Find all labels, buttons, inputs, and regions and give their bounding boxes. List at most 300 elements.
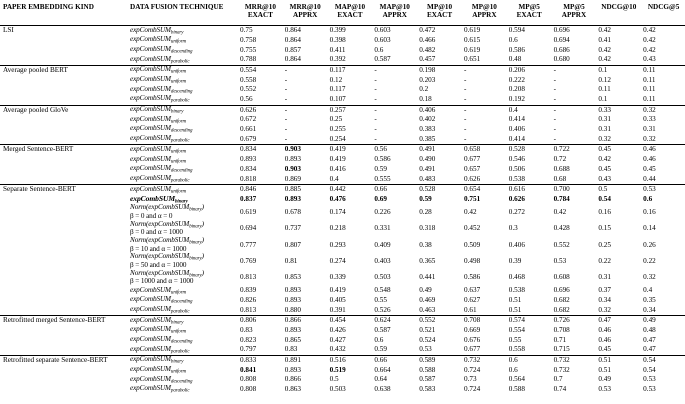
embedding-kind-cell xyxy=(0,45,127,55)
metric-value-cell: 0.808 xyxy=(240,385,257,394)
metric-value-cell: 0.25 xyxy=(598,240,611,249)
metric-value-cell: 0.4 xyxy=(329,174,339,183)
metric-value-cell: 0.174 xyxy=(329,207,346,216)
table-row xyxy=(0,253,685,269)
metric-value-cell: 0.797 xyxy=(240,345,257,354)
metric-value-cell: 0.677 xyxy=(463,345,481,354)
metric-value-cell: 0.32 xyxy=(640,105,685,115)
table-row xyxy=(0,204,685,220)
header-cell: MRR@10 EXACT xyxy=(244,3,276,20)
technique-name: expCombSUM xyxy=(130,365,171,374)
metric-value-cell: - xyxy=(371,65,416,75)
metric-value-cell: 0.696 xyxy=(553,286,570,295)
metric-value-cell: 0.46 xyxy=(598,325,611,334)
metric-value-cell: 0.841 xyxy=(240,365,257,374)
metric-value-cell: 0.682 xyxy=(553,305,570,314)
metric-value-cell: 0.627 xyxy=(463,295,481,304)
embedding-kind-cell: LSI xyxy=(3,26,14,35)
fusion-technique-cell xyxy=(127,55,237,65)
metric-value-cell: 0.33 xyxy=(595,105,640,115)
metric-value-cell: 0.552 xyxy=(416,316,461,326)
metric-value-cell: 0.833 xyxy=(237,355,282,365)
metric-value-cell: 0.554 xyxy=(237,65,282,75)
metric-value-cell: 0.72 xyxy=(553,155,567,164)
fusion-technique-cell xyxy=(127,335,237,345)
metric-value-cell: 0.53 xyxy=(553,256,567,265)
metric-value-cell: 0.548 xyxy=(374,286,391,295)
technique-subscript: uniform xyxy=(170,159,187,165)
metric-value-cell: 0.42 xyxy=(598,55,611,64)
metric-value-cell: 0.406 xyxy=(508,240,525,249)
table-row xyxy=(0,355,685,365)
fusion-technique-cell xyxy=(127,26,237,36)
metric-value-cell: 0.524 xyxy=(419,335,436,344)
metric-value-cell: - xyxy=(463,125,467,134)
metric-value-cell: 0.516 xyxy=(327,355,372,365)
metric-value-cell: 0.903 xyxy=(282,145,327,155)
metric-value-cell: 0.49 xyxy=(640,316,685,326)
fusion-technique-cell xyxy=(127,316,237,326)
fusion-technique-cell xyxy=(127,385,237,395)
metric-value-cell: 0.853 xyxy=(284,273,301,282)
metric-value-cell: 0.42 xyxy=(553,207,567,216)
metric-value-cell: 0.528 xyxy=(416,185,461,195)
metric-value-cell: 0.758 xyxy=(240,35,257,44)
metric-value-cell: 0.441 xyxy=(419,273,436,282)
metric-value-cell: 0.73 xyxy=(463,375,477,384)
metric-value-cell: 0.42 xyxy=(643,45,656,54)
metric-value-cell: 0.59 xyxy=(374,164,387,173)
embedding-kind-cell xyxy=(0,335,127,345)
metric-value-cell: 0.331 xyxy=(374,224,391,233)
metric-value-cell: 0.777 xyxy=(240,240,257,249)
table-row xyxy=(0,296,685,306)
metric-value-cell: 0.654 xyxy=(461,185,506,195)
metric-value-cell: 0.839 xyxy=(240,286,257,295)
metric-value-cell: 0.864 xyxy=(284,55,301,64)
metric-value-cell: 0.7 xyxy=(553,375,563,384)
technique-name: expCombSUM xyxy=(130,65,171,74)
table-row xyxy=(0,365,685,375)
metric-value-cell: 0.558 xyxy=(508,345,525,354)
technique-name: expCombSUM xyxy=(130,325,171,334)
metric-value-cell: 0.15 xyxy=(598,224,611,233)
metric-value-cell: 0.365 xyxy=(419,256,436,265)
metric-value-cell: 0.6 xyxy=(508,365,518,374)
metric-value-cell: 0.880 xyxy=(284,305,301,314)
metric-value-cell: 0.866 xyxy=(282,316,327,326)
metric-value-cell: 0.442 xyxy=(327,185,372,195)
technique-subscript: descending xyxy=(170,339,193,345)
metric-value-cell: 0.11 xyxy=(598,85,611,94)
metric-value-cell: 0.44 xyxy=(643,174,656,183)
metric-value-cell: 0.47 xyxy=(643,345,656,354)
metric-value-cell: 0.637 xyxy=(463,286,481,295)
header-cell: MRR@10 APPRX xyxy=(289,3,321,20)
fusion-technique-cell xyxy=(127,355,237,365)
technique-subscript: parabolic xyxy=(170,388,190,394)
metric-value-cell: - xyxy=(553,125,556,134)
metric-value-cell: 0.41 xyxy=(598,35,611,44)
metric-value-cell: 0.519 xyxy=(329,365,346,374)
metric-value-cell: 0.826 xyxy=(240,295,257,304)
fusion-technique-cell xyxy=(127,75,237,85)
metric-value-cell: 0.46 xyxy=(640,145,685,155)
metric-value-cell: 0.457 xyxy=(419,55,436,64)
table-row xyxy=(0,105,685,115)
metric-value-cell: 0.546 xyxy=(508,155,525,164)
metric-value-cell: - xyxy=(284,134,288,143)
metric-value-cell: 0.732 xyxy=(551,355,596,365)
metric-value-cell: - xyxy=(461,105,506,115)
metric-value-cell: 0.469 xyxy=(419,295,436,304)
technique-subscript: uniform xyxy=(170,149,187,155)
metric-value-cell: 0.657 xyxy=(463,164,481,173)
metric-value-cell: - xyxy=(371,105,416,115)
metric-value-cell: 0.48 xyxy=(643,325,656,334)
metric-value-cell: 0.586 xyxy=(463,273,481,282)
metric-value-cell: 0.12 xyxy=(329,75,343,84)
technique-name: expCombSUM xyxy=(130,124,171,133)
metric-value-cell: 0.6 xyxy=(506,355,551,365)
technique-name: expCombSUM xyxy=(130,173,171,182)
header-cell: PAPER EMBEDDING KIND xyxy=(3,3,94,11)
metric-value-cell: 0.5 xyxy=(595,185,640,195)
metric-value-cell: 0.64 xyxy=(374,375,387,384)
metric-value-cell: - xyxy=(553,85,556,94)
metric-value-cell: 0.784 xyxy=(553,194,570,203)
metric-value-cell: 0.677 xyxy=(463,155,481,164)
metric-value-cell: 0.564 xyxy=(508,375,525,384)
metric-value-cell: 0.893 xyxy=(284,365,301,374)
header-cell: MP@5 APPRX xyxy=(561,3,587,20)
technique-name: expCombSUM xyxy=(130,184,171,193)
embedding-kind-cell xyxy=(0,345,127,355)
header-cell: NDCG@5 xyxy=(647,3,680,11)
metric-value-cell: 0.37 xyxy=(598,286,611,295)
metric-value-cell: 0.45 xyxy=(598,164,611,173)
technique-name: expCombSUM xyxy=(130,315,171,324)
metric-value-cell: 0.4 xyxy=(643,286,653,295)
metric-value-cell: 0.66 xyxy=(371,355,416,365)
metric-value-cell: 0.586 xyxy=(508,45,525,54)
technique-params: β = 0 and α = 0 xyxy=(130,212,173,221)
technique-name: expCombSUM xyxy=(130,374,171,383)
technique-name: expCombSUM xyxy=(130,84,171,93)
technique-name: Norm(expCombSUM xyxy=(130,236,190,244)
technique-subscript: descending xyxy=(170,49,193,55)
header-cell: MP@5 EXACT xyxy=(516,3,542,20)
technique-name: expCombSUM xyxy=(130,304,171,313)
technique-name: expCombSUM xyxy=(130,355,171,364)
metric-value-cell: 0.318 xyxy=(419,224,436,233)
metric-value-cell: 0.737 xyxy=(284,224,301,233)
metric-value-cell: 0.498 xyxy=(463,256,481,265)
embedding-kind-cell xyxy=(0,195,127,205)
metric-value-cell: 0.32 xyxy=(598,305,611,314)
metric-value-cell: 0.6 xyxy=(643,194,653,203)
metric-value-cell: - xyxy=(374,125,377,134)
metric-value-cell: 0.672 xyxy=(240,115,257,124)
embedding-kind-cell xyxy=(0,155,127,165)
technique-subscript: uniform xyxy=(170,189,187,195)
fusion-technique-cell: Norm(expCombSUM$_{binary}$) β = 1000 and α = 1000 xyxy=(127,270,237,286)
metric-value-cell: 0.700 xyxy=(551,185,596,195)
technique-name: Norm(expCombSUM xyxy=(130,219,190,228)
metric-value-cell: 0.34 xyxy=(643,305,656,314)
technique-name: expCombSUM xyxy=(130,384,171,393)
metric-value-cell: 0.385 xyxy=(419,134,436,143)
metric-value-cell: 0.403 xyxy=(374,256,391,265)
metric-value-cell: 0.615 xyxy=(463,35,481,44)
technique-name: expCombSUM xyxy=(130,44,171,53)
metric-value-cell: 0.490 xyxy=(419,155,436,164)
metric-value-cell: 0.686 xyxy=(553,45,570,54)
metric-value-cell: 0.32 xyxy=(643,273,656,282)
metric-value-cell: - xyxy=(374,85,377,94)
metric-value-cell: 0.864 xyxy=(284,26,301,35)
technique-subscript: binary xyxy=(189,224,202,230)
metric-value-cell: 0.694 xyxy=(553,35,570,44)
metric-value-cell: 0.16 xyxy=(643,207,656,216)
table-row xyxy=(0,55,685,65)
technique-name: Norm(expCombSUM xyxy=(130,203,190,212)
metric-value-cell: 0.54 xyxy=(640,355,685,365)
metric-value-cell: 0.724 xyxy=(463,385,481,394)
fusion-technique-cell xyxy=(127,125,237,135)
metric-value-cell: 0.509 xyxy=(463,240,481,249)
metric-value-cell: - xyxy=(284,85,288,94)
metric-value-cell: 0.48 xyxy=(508,55,522,64)
metric-value-cell: 0.694 xyxy=(240,224,257,233)
metric-value-cell: - xyxy=(463,75,467,84)
metric-value-cell: 0.4 xyxy=(506,105,551,115)
metric-value-cell: 0.42 xyxy=(463,207,477,216)
metric-value-cell: 0.42 xyxy=(598,26,611,35)
fusion-technique-cell xyxy=(127,165,237,175)
technique-subscript: binary xyxy=(175,199,188,205)
header-cell: MAP@10 EXACT xyxy=(334,3,366,20)
metric-value-cell: 0.56 xyxy=(240,95,253,104)
technique-subscript: uniform xyxy=(170,79,187,85)
metric-value-cell: 0.398 xyxy=(329,35,346,44)
metric-value-cell: 0.203 xyxy=(419,75,436,84)
metric-value-cell: 0.33 xyxy=(643,115,656,124)
technique-subscript: descending xyxy=(170,299,193,305)
metric-value-cell: - xyxy=(284,115,288,124)
fusion-technique-cell xyxy=(127,296,237,306)
metric-value-cell: 0.46 xyxy=(598,335,611,344)
metric-value-cell: - xyxy=(463,134,467,143)
metric-value-cell: 0.823 xyxy=(240,335,257,344)
header-row xyxy=(0,0,685,26)
technique-subscript: uniform xyxy=(170,119,187,125)
metric-value-cell: 0.751 xyxy=(463,194,481,203)
embedding-kind-cell xyxy=(0,85,127,95)
metric-value-cell: 0.411 xyxy=(329,45,346,54)
metric-value-cell: 0.769 xyxy=(240,256,257,265)
technique-subscript: parabolic xyxy=(170,178,190,184)
header-cell: MAP@10 APPRX xyxy=(379,3,410,20)
metric-value-cell: 0.503 xyxy=(374,273,391,282)
fusion-technique-cell xyxy=(127,65,237,75)
metric-value-cell: 0.31 xyxy=(598,115,611,124)
metric-value-cell: 0.863 xyxy=(284,385,301,394)
fusion-technique-cell: Norm(expCombSUM$_{binary}$) β = 0 and α = 0 xyxy=(127,204,237,220)
metric-value-cell: 0.254 xyxy=(329,134,346,143)
metric-value-cell: 0.83 xyxy=(284,345,298,354)
metric-value-cell: 0.74 xyxy=(553,385,567,394)
embedding-kind-cell xyxy=(0,125,127,135)
table-row xyxy=(0,185,685,195)
metric-value-cell: - xyxy=(284,75,288,84)
technique-subscript: uniform xyxy=(170,290,187,296)
metric-value-cell: 0.506 xyxy=(508,164,525,173)
technique-name: expCombSUM xyxy=(130,134,171,143)
metric-value-cell: 0.11 xyxy=(640,65,685,75)
metric-value-cell: 0.664 xyxy=(374,365,391,374)
metric-value-cell: 0.813 xyxy=(240,305,257,314)
embedding-kind-cell: Average pooled GloVe xyxy=(0,105,127,115)
metric-value-cell: - xyxy=(551,105,596,115)
metric-value-cell: 0.59 xyxy=(419,194,432,203)
table-row xyxy=(0,165,685,175)
technique-name: expCombSUM xyxy=(130,35,171,44)
metric-value-cell: 0.6 xyxy=(508,35,518,44)
metric-value-cell: 0.406 xyxy=(416,105,461,115)
metric-value-cell: 0.51 xyxy=(508,305,522,314)
metric-value-cell: 0.22 xyxy=(598,256,611,265)
metric-value-cell: 0.587 xyxy=(374,55,391,64)
metric-value-cell: 0.43 xyxy=(643,55,656,64)
metric-value-cell: 0.818 xyxy=(240,174,257,183)
metric-value-cell: 0.696 xyxy=(553,26,570,35)
metric-value-cell: 0.192 xyxy=(508,95,525,104)
metric-value-cell: 0.679 xyxy=(240,134,257,143)
metric-value-cell: 0.51 xyxy=(598,365,611,374)
metric-value-cell: 0.208 xyxy=(508,85,525,94)
metric-value-cell: 0.806 xyxy=(237,316,282,326)
metric-value-cell: 0.651 xyxy=(463,55,481,64)
metric-value-cell: 0.903 xyxy=(284,164,301,173)
metric-value-cell: - xyxy=(551,65,596,75)
table-row xyxy=(0,85,685,95)
metric-value-cell: 0.419 xyxy=(329,286,346,295)
metric-value-cell: 0.206 xyxy=(506,65,551,75)
metric-value-cell: 0.468 xyxy=(508,273,525,282)
table-row xyxy=(0,195,685,205)
technique-subscript: uniform xyxy=(170,39,187,45)
technique-name: expCombSUM xyxy=(130,105,171,114)
metric-value-cell: 0.732 xyxy=(461,355,506,365)
metric-value-cell: 0.53 xyxy=(640,185,685,195)
metric-value-cell: 0.837 xyxy=(240,194,257,203)
metric-value-cell: - xyxy=(461,65,506,75)
fusion-technique-cell xyxy=(127,145,237,155)
metric-value-cell: 0.619 xyxy=(240,207,257,216)
technique-subscript: binary xyxy=(170,109,184,115)
technique-params: β = 50 and α = 1000 xyxy=(130,261,187,270)
metric-value-cell: 0.51 xyxy=(508,295,522,304)
metric-value-cell: 0.35 xyxy=(643,295,656,304)
metric-value-cell: 0.406 xyxy=(508,125,525,134)
technique-name: expCombSUM xyxy=(130,295,171,304)
table-row xyxy=(0,36,685,46)
embedding-kind-cell xyxy=(0,375,127,385)
metric-value-cell: 0.708 xyxy=(461,316,506,326)
metric-value-cell: 0.383 xyxy=(419,125,436,134)
technique-subscript: binary xyxy=(189,207,202,213)
metric-value-cell: 0.865 xyxy=(284,335,301,344)
metric-value-cell: 0.402 xyxy=(419,115,436,124)
metric-value-cell: 0.885 xyxy=(282,185,327,195)
table-row xyxy=(0,65,685,75)
metric-value-cell: 0.626 xyxy=(463,174,481,183)
metric-value-cell: 0.555 xyxy=(374,174,391,183)
metric-value-cell: 0.47 xyxy=(643,335,656,344)
metric-value-cell: 0.603 xyxy=(374,35,391,44)
header-cell: MP@10 EXACT xyxy=(427,3,453,20)
metric-value-cell: 0.218 xyxy=(329,224,346,233)
technique-params: β = 1000 and α = 1000 xyxy=(130,277,194,286)
metric-value-cell: 0.638 xyxy=(374,385,391,394)
technique-subscript: descending xyxy=(170,168,193,174)
technique-name: Norm(expCombSUM xyxy=(130,252,190,261)
header-cell: MP@10 APPRX xyxy=(471,3,497,20)
metric-value-cell: 0.626 xyxy=(508,194,525,203)
metric-value-cell: 0.53 xyxy=(643,375,656,384)
metric-value-cell: 0.893 xyxy=(284,286,301,295)
metric-value-cell: 0.427 xyxy=(329,335,346,344)
table-row xyxy=(0,95,685,105)
metric-value-cell: - xyxy=(463,85,467,94)
metric-value-cell: 0.658 xyxy=(461,145,506,155)
fusion-technique-cell xyxy=(127,85,237,95)
table-row xyxy=(0,316,685,326)
metric-value-cell: 0.274 xyxy=(329,256,346,265)
table-body xyxy=(0,26,685,395)
metric-value-cell: 0.483 xyxy=(419,174,436,183)
metric-value-cell: 0.454 xyxy=(327,316,372,326)
metric-value-cell: 0.42 xyxy=(643,26,656,35)
metric-value-cell: 0.554 xyxy=(508,325,525,334)
metric-value-cell: 0.682 xyxy=(553,295,570,304)
metric-value-cell: 0.426 xyxy=(329,325,346,334)
technique-name: expCombSUM xyxy=(130,285,171,294)
metric-value-cell: 0.834 xyxy=(240,164,257,173)
metric-value-cell: 0.680 xyxy=(553,55,570,64)
metric-value-cell: 0.893 xyxy=(284,295,301,304)
metric-value-cell: - xyxy=(374,115,377,124)
metric-value-cell: 0.32 xyxy=(643,134,656,143)
technique-subscript: descending xyxy=(170,89,193,95)
metric-value-cell: 0.81 xyxy=(284,256,298,265)
metric-value-cell: 0.12 xyxy=(598,75,611,84)
fusion-technique-cell: Norm(expCombSUM$_{binary}$) β = 0 and α = 1000 xyxy=(127,221,237,237)
embedding-kind-cell xyxy=(0,286,127,296)
metric-value-cell: 0.893 xyxy=(284,325,301,334)
metric-value-cell: 0.5 xyxy=(329,375,339,384)
metric-value-cell: 0.587 xyxy=(374,325,391,334)
metric-value-cell: 0.715 xyxy=(553,345,570,354)
metric-value-cell: 0.869 xyxy=(284,174,301,183)
metric-value-cell: 0.222 xyxy=(508,75,525,84)
metric-value-cell: 0.466 xyxy=(419,35,436,44)
metric-value-cell: 0.608 xyxy=(553,273,570,282)
fusion-technique-cell xyxy=(127,45,237,55)
fusion-technique-cell xyxy=(127,95,237,105)
metric-value-cell: 0.66 xyxy=(371,185,416,195)
